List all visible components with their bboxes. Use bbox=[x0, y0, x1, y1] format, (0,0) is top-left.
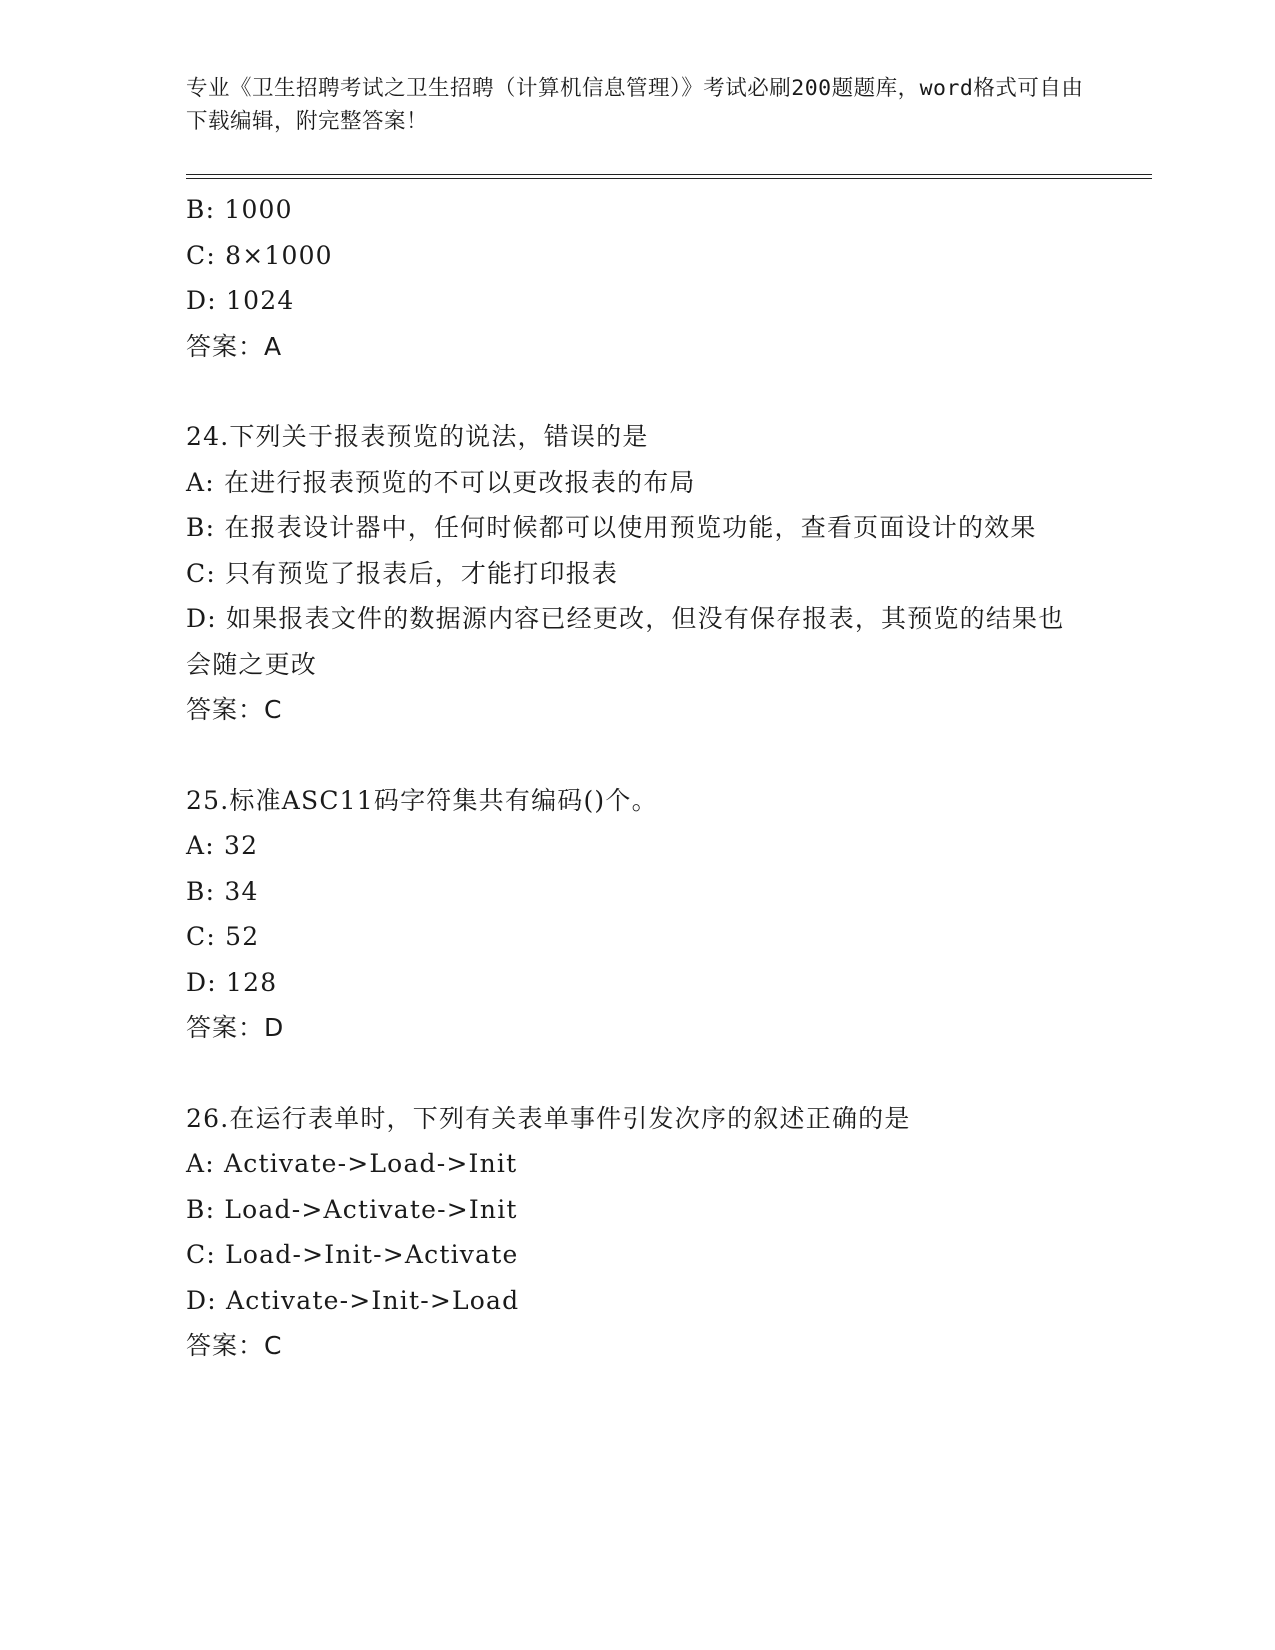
option-c: C: Load->Init->Activate bbox=[186, 1240, 519, 1269]
document-body bbox=[186, 187, 1146, 1369]
question-block-24 bbox=[186, 414, 1146, 733]
option-b: B: Load->Activate->Init bbox=[186, 1194, 518, 1224]
option-d: D: 1024 bbox=[186, 286, 295, 315]
header-divider bbox=[186, 174, 1152, 179]
option-b: B: 1000 bbox=[186, 195, 293, 224]
option-a: A: 32 bbox=[186, 831, 259, 860]
option-c: C: 52 bbox=[186, 922, 260, 951]
question-block-26 bbox=[186, 1096, 1146, 1369]
answer: 答案：D bbox=[186, 1013, 285, 1042]
option-c: C: 只有预览了报表后，才能打印报表 bbox=[186, 558, 619, 588]
option-a: A: 在进行报表预览的不可以更改报表的布局 bbox=[186, 467, 696, 497]
answer: 答案：A bbox=[186, 331, 283, 361]
question-block-23 bbox=[186, 187, 1146, 369]
question-stem: 26.在运行表单时，下列有关表单事件引发次序的叙述正确的是 bbox=[186, 1103, 911, 1133]
document-page bbox=[186, 72, 1146, 1369]
option-d: D: 128 bbox=[186, 967, 278, 997]
document-header: 专业《卫生招聘考试之卫生招聘（计算机信息管理）》考试必刷200题题库，word格式可自由下载编辑，附完整答案！ bbox=[186, 76, 1084, 134]
option-d: D: 如果报表文件的数据源内容已经更改，但没有保存报表，其预览的结果也会随之更改 bbox=[186, 604, 1065, 679]
question-block-25 bbox=[186, 778, 1146, 1051]
answer: 答案：C bbox=[186, 1331, 283, 1360]
question-stem: 24.下列关于报表预览的说法，错误的是 bbox=[186, 422, 649, 451]
answer: 答案：C bbox=[186, 695, 283, 724]
question-stem: 25.标准ASC11码字符集共有编码()个。 bbox=[186, 785, 658, 815]
option-a: A: Activate->Load->Init bbox=[186, 1149, 518, 1178]
option-b: B: 34 bbox=[186, 876, 259, 906]
option-c: C: 8×1000 bbox=[186, 240, 333, 270]
option-d: D: Activate->Init->Load bbox=[186, 1285, 520, 1315]
option-b: B: 在报表设计器中，任何时候都可以使用预览功能，查看页面设计的效果 bbox=[186, 513, 1037, 542]
